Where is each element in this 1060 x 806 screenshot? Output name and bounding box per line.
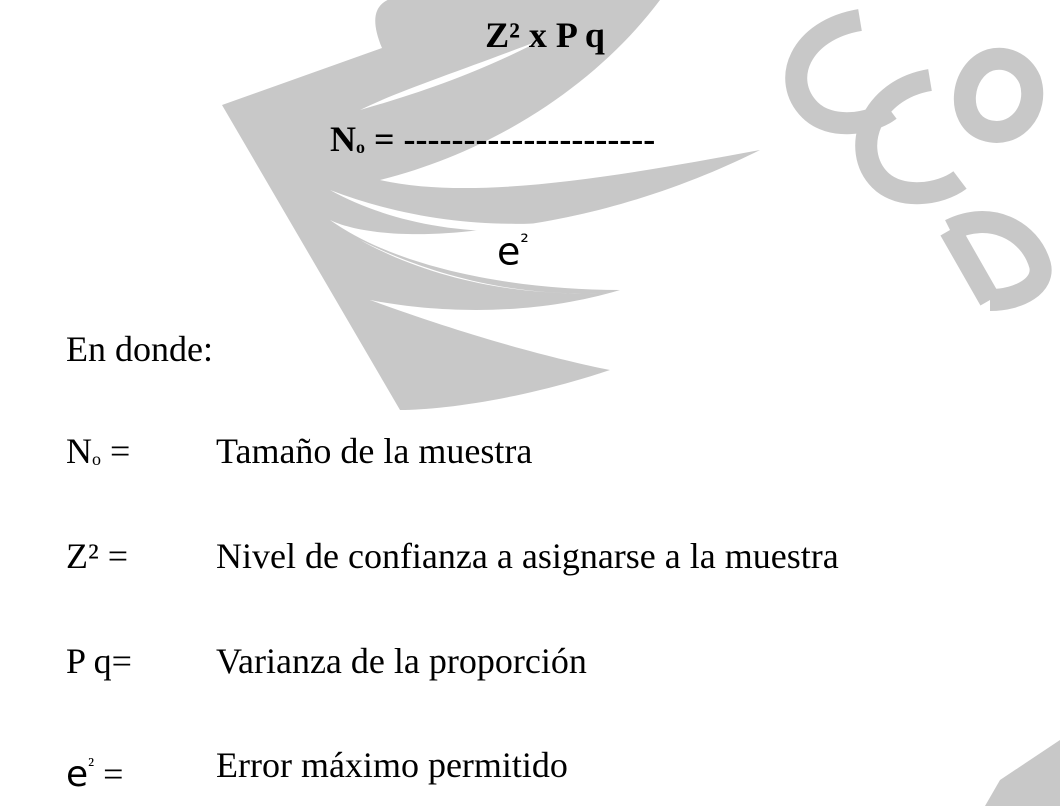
formula-denominator-exponent: ²: [520, 230, 529, 254]
definition-description: Varianza de la proporción: [216, 641, 587, 681]
formula-numerator: Z² x P q: [485, 15, 605, 55]
definition-term-rest: =: [94, 753, 124, 794]
definition-term: [66, 430, 130, 480]
definition-term: P q=: [66, 641, 132, 681]
formula-fraction-line: [330, 118, 655, 168]
definition-term: [66, 744, 123, 796]
formula-lhs-rest: = ---------------------: [365, 119, 656, 159]
formula-denominator: [497, 220, 529, 274]
definition-term-subscript: o: [92, 449, 101, 469]
formula-lhs-letter: N: [330, 119, 356, 159]
definition-term-exponent: ²: [88, 754, 95, 776]
definition-term: Z² =: [66, 536, 129, 576]
definition-description: Error máximo permitido: [216, 745, 568, 785]
formula-denominator-base: e: [497, 229, 521, 274]
definitions-intro: En donde:: [66, 329, 213, 369]
definition-description: Nivel de confianza a asignarse a la muestra: [216, 536, 839, 576]
definition-term-rest: =: [101, 431, 131, 471]
definition-term-letter: N: [66, 431, 92, 471]
formula-lhs-subscript: o: [356, 137, 365, 157]
definition-description: Tamaño de la muestra: [216, 431, 533, 471]
definition-term-base: e: [66, 753, 89, 795]
